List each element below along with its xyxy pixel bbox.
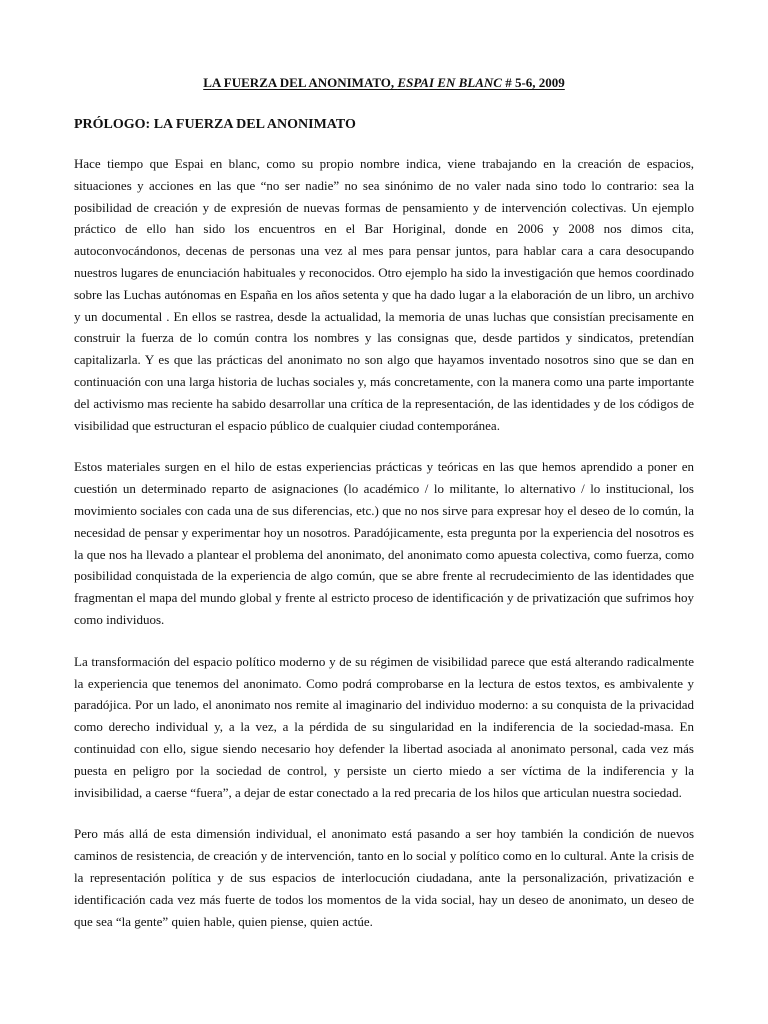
- document-title: [74, 74, 694, 92]
- title-publication: ESPAI EN BLANC: [397, 75, 502, 90]
- section-heading: PRÓLOGO: LA FUERZA DEL ANONIMATO: [74, 117, 356, 132]
- title-issue: # 5-6, 2009: [501, 75, 565, 90]
- paragraph-1: Hace tiempo que Espai en blanc, como su propio nombre indica, viene trabajando en la creación de espacios, situaciones y acciones en las que “no ser nadie” no sea sinónimo de no valer nada sino todo lo contrario: sea la posibilidad de creación y de expresión de nuevas formas de pensamiento y de intervención colectivas. Un ejemplo práctico de ello han sido los encuentros en el Bar Horiginal, donde en 2006 y 2008 nos dimos cita, autoconvocándonos, decenas de personas una vez al mes para pensar juntos, para hablar cara a cara desocupando nuestros lugares de enunciación habituales y reconocidos. Otro ejemplo ha sido la investigación que hemos coordinado sobre las Luchas autónomas en España en los años setenta y que ha dado lugar a la elaboración de un libro, un archivo y un documental . En ellos se rastrea, desde la actualidad, la memoria de unas luchas que consistían precisamente en construir la fuerza de lo común contra los nombres y las consignas que, desde partidos y sindicatos, pretendían capitalizarla. Y es que las prácticas del anonimato no son algo que hayamos inventado nosotros sino que se dan en continuación con una larga historia de luchas sociales y, más concretamente, con la manera como una parte importante del activismo mas reciente ha sabido desarrollar una crítica de la representación, de las identidades y de los códigos de visibilidad que estructuran el espacio público de cualquier ciudad contemporánea.: [74, 156, 694, 433]
- paragraph-3: La transformación del espacio político moderno y de su régimen de visibilidad parece que está alterando radicalmente la experiencia que tenemos del anonimato. Como podrá comprobarse en la lectura de estos textos, es ambivalente y paradójica. Por un lado, el anonimato nos remite al imaginario del individuo moderno: a su conquista de la privacidad como derecho individual y, a la vez, a la pérdida de su singularidad en la indiferencia de la sociedad-masa. En continuidad con ello, sigue siendo necesario hoy defender la libertad asociada al anonimato personal, cada vez más puesta en peligro por la sociedad de control, y persiste un cierto miedo a ser víctima de la indiferencia y la invisibilidad, a caerse “fuera”, a dejar de estar conectado a la red precaria de los hilos que articulan nuestra sociedad.: [74, 653, 694, 800]
- paragraph-2: Estos materiales surgen en el hilo de estas experiencias prácticas y teóricas en las que hemos aprendido a poner en cuestión un determinado reparto de asignaciones (lo académico / lo militante, lo alternativo / lo institucional, los movimiento sociales con cada una de sus diferencias, etc.) que no nos sirve para expresar hoy el deseo de lo común, la necesidad de pensar y experimentar hoy un nosotros. Paradójicamente, esta pregunta por la experiencia del nosotros es la que nos ha llevado a plantear el problema del anonimato, del anonimato como apuesta colectiva, como fuerza, como posibilidad conquistada de la experiencia de algo común, que se abre frente al recrudecimiento de las identidades que fragmentan el mapa del mundo global y frente al estricto proceso de identificación y de privatización que sufrimos hoy como individuos.: [74, 459, 694, 627]
- paragraph-4: Pero más allá de esta dimensión individual, el anonimato está pasando a ser hoy también la condición de nuevos caminos de resistencia, de creación y de intervención, tanto en lo social y político como en lo cultural. Ante la crisis de la representación política y de sus espacios de interlocución ciudadana, ante la personalización, privatización e identificación cada vez más fuerte de todos los momentos de la vida social, hay un deseo de anonimato, un deseo de que sea “la gente” quien hable, quien piense, quien actúe.: [74, 826, 694, 929]
- title-main: LA FUERZA DEL ANONIMATO,: [203, 75, 398, 90]
